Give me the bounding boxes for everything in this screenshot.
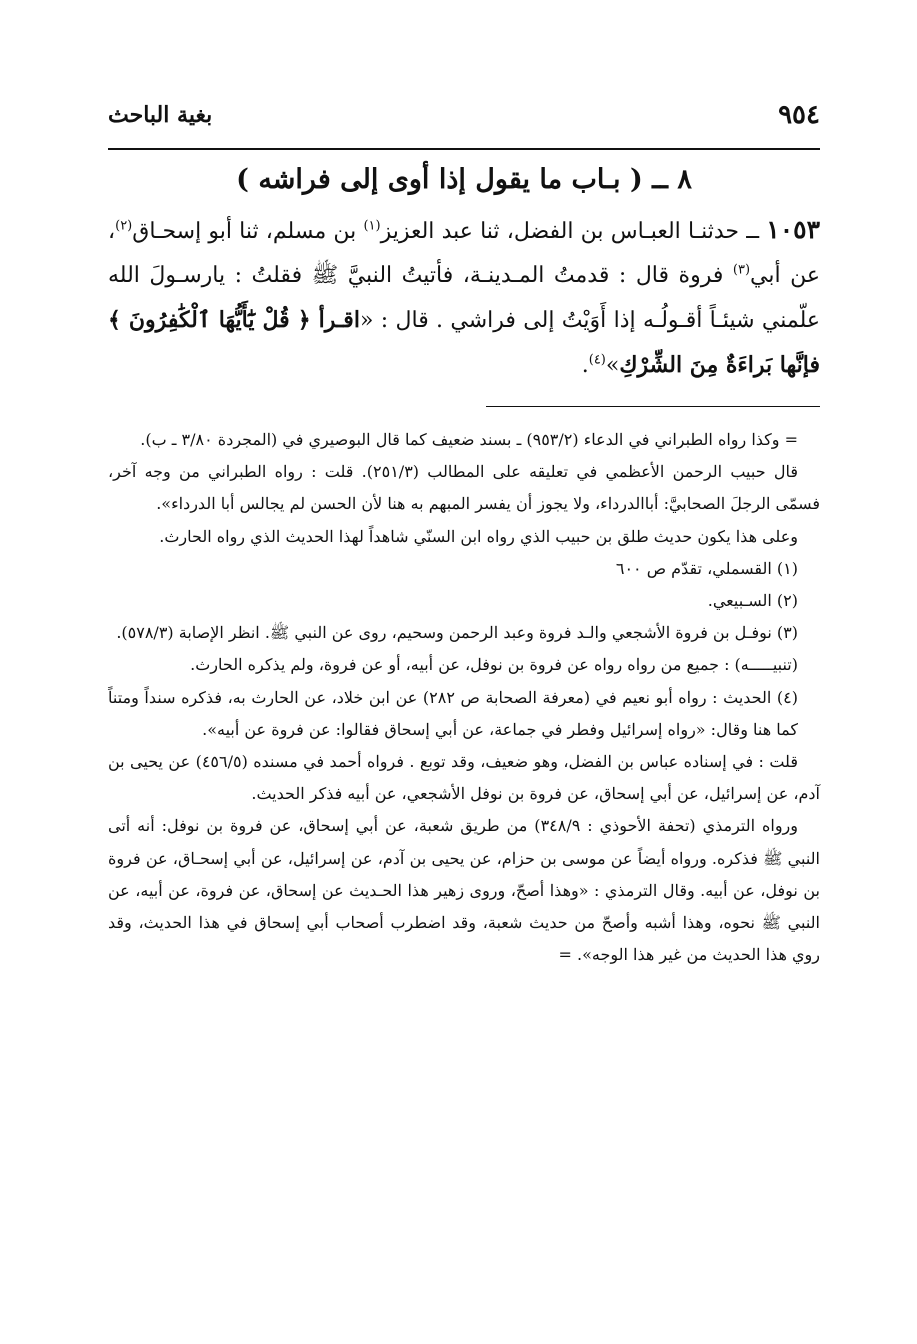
footnote-ref-4: (٤) [588, 352, 606, 368]
footnote-1: (١) القسملي، تقدّم ص ٦٠٠ [615, 558, 798, 578]
footnote-4-comment: قلت : في إسناده عباس بن الفضل، وهو ضعيف، وقد توبع . فرواه أحمد في مسنده (٤٥٦/٥) عن يحيى بن آدم، عن إسرائيل، عن أبي إسحاق، عن فروة بن نوفل الأشجعي، عن أبيه فذكر الحديث. [108, 752, 820, 804]
hadith-isnad-2: بن مسلم، ثنا أبو إسحـاق [132, 219, 364, 244]
header-rule [108, 148, 820, 150]
footnote-continuation-1: = وكذا رواه الطبراني في الدعاء (٩٥٣/٢) ـ بسند ضعيف كما قال البوصيري في (المجردة ٣/٨٠ ـ ب). [140, 430, 798, 449]
footnotes [108, 424, 820, 971]
footnote-ref-3: (٣) [732, 262, 751, 278]
hadith-end: . [581, 353, 589, 378]
hadith-text [108, 208, 820, 388]
footnote-3-note: (تنبيـــــه) : جميع من رواه رواه عن فروة بن نوفل، عن أبيه، أو عن فروة، ولم يذكره الحارث. [190, 655, 798, 675]
footnote-rule [486, 406, 820, 407]
running-header [108, 100, 820, 140]
footnote-continuation-3: وعلى هذا يكون حديث طلق بن حبيب الذي رواه ابن السنّي شاهداً لهذا الحديث الذي رواه الحارث. [159, 526, 798, 546]
footnote-4-tirmidhi: ورواه الترمذي (تحفة الأحوذي : ٣٤٨/٩) من طريق شعبة، عن أبي إسحاق، عن فروة بن نوفل: أنه أتى النبي ﷺ فذكره. ورواه أيضاً عن موسى بن حزام، عن يحيى بن آدم، عن إسرائيل، عن أبي إسحـاق، عن فروة بن نوفل، عن أبيه. وقال الترمذي : «وهذا أصحّ، وروى زهير هذا الحـديث عن إسحاق، عن فروة، عن أبيه، عن النبي ﷺ نحوه، وهذا أشبه وأصحّ من حديث شعبة، وقد اضطرب أصحاب أبي إسحاق في هذا الحديث، وقد روي هذا الحديث من غير هذا الوجه». = [108, 816, 821, 965]
hadith-command: اقـرأ [318, 307, 360, 333]
quran-verse: ﴿ قُلْ يَٰٓأَيُّهَا ٱلْكَٰفِرُونَ ﴾ [108, 307, 319, 333]
footnote-3: (٣) نوفـل بن فروة الأشجعي والـد فروة وعبد الرحمن وسحيم، روى عن النبي ﷺ. انظر الإصابة (٥٧٨/٣). [116, 623, 798, 643]
footnote-continuation-2: قال حبيب الرحمن الأعظمي في تعليقه على المطالب (٢٥١/٣). قلت : رواه الطبراني من وجه آخر، فسمّى الرجلَ الصحابيَّ: أباالدرداء، ولا يجوز أن يفسر المبهم به هنا لأن الحسن لم يجالس أبا الدرداء». [108, 462, 820, 514]
hadith-matn-2: فإنَّها بَراءَةٌ مِنَ الشِّرْكِ [619, 352, 820, 378]
footnote-ref-2: (٢) [115, 218, 133, 234]
book-title: بغية الباحث [108, 102, 213, 128]
chapter-title: ٨ ــ ( بـاب ما يقول إذا أوى إلى فراشه ) [236, 164, 692, 195]
page-number: ٩٥٤ [778, 100, 820, 130]
hadith-isnad-3: ، عن أبي [108, 219, 820, 288]
hadith-close-quote: » [605, 353, 620, 378]
footnote-4: (٤) الحديث : رواه أبو نعيم في (معرفة الصحابة ص ٢٨٢) عن ابن خلاد، عن الحارث به، فذكره سنداً ومتناً كما هنا وقال: «رواه إسرائيل وفطر في جماعة، عن أبي إسحاق فقالوا: عن فروة عن أبيه». [108, 687, 799, 739]
footnote-2: (٢) السـبيعي. [707, 591, 798, 611]
hadith-dash: ــ [739, 219, 767, 244]
hadith-number: ١٠٥٣ [766, 215, 820, 244]
hadith-isnad-1: حدثنـا العبـاس بن الفضل، ثنا عبد العزيز [380, 219, 740, 244]
footnote-ref-1: (١) [363, 218, 381, 234]
hadith-matn-1: فروة قال : قدمتُ المـدينـة، فأتيتُ النبيَّ ﷺ فقلتُ : يارسـولَ الله علّمني شيئـاً أقـولُـه إذا أَوَيْتُ إلى فراشي . قال : « [108, 263, 820, 333]
